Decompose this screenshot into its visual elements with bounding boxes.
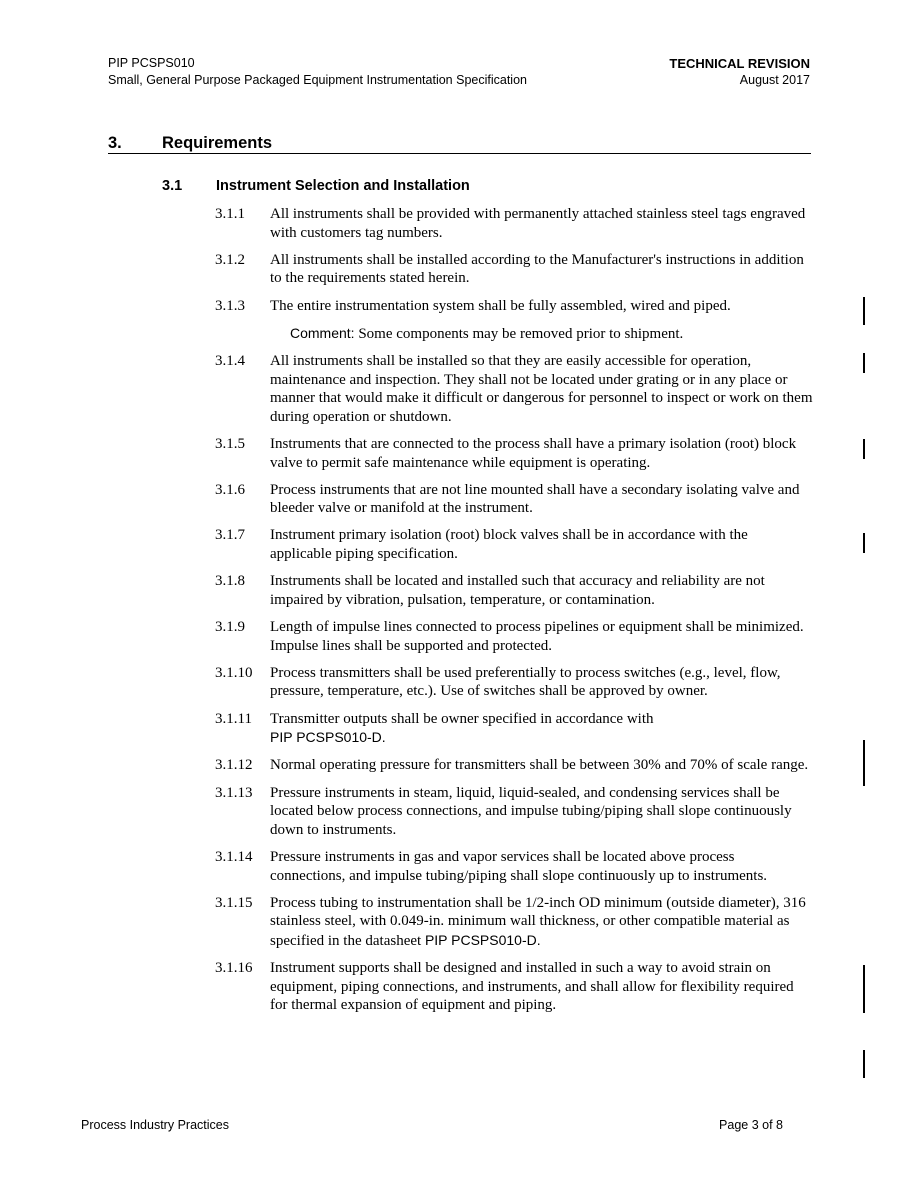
- item-text: Process instruments that are not line mounted shall have a secondary isolating valve and bleeder valve or manifold at the instrument.: [270, 481, 800, 517]
- item-number: 3.1.5: [215, 435, 245, 452]
- revision-bar: [863, 439, 865, 459]
- revision-bar: [863, 533, 865, 553]
- item-number: 3.1.15: [215, 894, 253, 911]
- requirement-item: [215, 297, 813, 316]
- requirement-item: [215, 205, 813, 242]
- footer-page-number: Page 3 of 8: [719, 1118, 783, 1132]
- reference-punctuation: .: [536, 931, 541, 948]
- item-text: The entire instrumentation system shall be fully assembled, wired and piped.: [270, 297, 731, 314]
- reference-punctuation: .: [381, 729, 386, 746]
- item-number: 3.1.2: [215, 251, 245, 268]
- section-heading: [108, 133, 811, 154]
- comment-label: Comment:: [290, 324, 355, 341]
- subsection-title: Instrument Selection and Installation: [216, 178, 470, 194]
- requirement-item: [215, 784, 813, 840]
- comment-note: [215, 324, 813, 344]
- item-text: Process transmitters shall be used preferentially to process switches (e.g., level, flow, pressure, temperature, etc.). Use of switches shall be approved by owner.: [270, 664, 781, 700]
- section-number: 3.: [108, 134, 122, 152]
- revision-bar: [863, 1050, 865, 1078]
- item-text: Normal operating pressure for transmitters shall be between 30% and 70% of scale range.: [270, 757, 809, 774]
- requirement-item: [215, 352, 813, 426]
- requirement-item: [215, 481, 813, 518]
- item-number: 3.1.10: [215, 664, 253, 681]
- item-number: 3.1.7: [215, 527, 245, 544]
- section-title: Requirements: [162, 134, 273, 152]
- page-header-right: [669, 55, 810, 89]
- subsection-number: 3.1: [162, 178, 183, 194]
- item-number: 3.1.12: [215, 757, 253, 774]
- item-number: 3.1.1: [215, 206, 245, 222]
- item-text: Instrument primary isolation (root) block valves shall be in accordance with the applicable piping specification.: [270, 527, 748, 563]
- requirement-item: [215, 435, 813, 472]
- item-number: 3.1.4: [215, 352, 245, 369]
- item-text: Pressure instruments in gas and vapor services shall be located above process connections, and impulse tubing/piping shall slope continuously up to instruments.: [270, 848, 768, 884]
- item-number: 3.1.6: [215, 481, 245, 498]
- item-text: All instruments shall be provided with permanently attached stainless steel tags engraved with customers tag numbers.: [270, 206, 806, 241]
- requirement-item: [215, 710, 813, 748]
- document-title: Small, General Purpose Packaged Equipment Instrumentation Specification: [108, 73, 527, 87]
- item-number: 3.1.9: [215, 619, 245, 636]
- requirement-item: [215, 572, 813, 609]
- revision-label: TECHNICAL REVISION: [669, 56, 810, 71]
- revision-bar: [863, 965, 865, 1013]
- item-text: All instruments shall be installed according to the Manufacturer's instructions in addition to the requirements stated herein.: [270, 251, 804, 287]
- requirement-item: [215, 959, 813, 1015]
- item-number: 3.1.16: [215, 960, 253, 977]
- item-number: 3.1.8: [215, 573, 245, 590]
- requirement-item: [215, 756, 813, 775]
- item-text: Transmitter outputs shall be owner specified in accordance with: [270, 710, 654, 727]
- item-text: Instruments shall be located and installed such that accuracy and reliability are not impaired by vibration, pulsation, temperature, or contamination.: [270, 573, 765, 608]
- revision-date: August 2017: [739, 73, 810, 87]
- requirements-list: [215, 205, 813, 1023]
- item-text: Instruments that are connected to the process shall have a primary isolation (root) block valve to permit safe maintenance while equipment is operating.: [270, 435, 797, 471]
- revision-bar: [863, 297, 865, 325]
- item-number: 3.1.14: [215, 848, 253, 865]
- requirement-item: [215, 251, 813, 288]
- footer-publisher: Process Industry Practices: [81, 1118, 229, 1132]
- document-reference: PIP PCSPS010-D: [270, 729, 382, 746]
- requirement-item: [215, 664, 813, 701]
- document-id: PIP PCSPS010: [108, 56, 195, 70]
- revision-bar: [863, 740, 865, 786]
- document-reference: PIP PCSPS010-D: [424, 931, 537, 948]
- requirement-item: [215, 894, 813, 951]
- item-text: Pressure instruments in steam, liquid, liquid-sealed, and condensing services shall be located below process connections, and impulse tubing/piping shall slope continuously down to instruments.: [270, 784, 792, 838]
- subsection-heading: [162, 177, 470, 195]
- item-text: Length of impulse lines connected to process pipelines or equipment shall be minimized. Impulse lines shall be supported and protected.: [270, 619, 804, 654]
- item-text: Process tubing to instrumentation shall be 1/2-inch OD minimum (outside diameter), 316 stainless steel, with 0.049-in. minimum wall thickness, or other compatible material as specified in the datasheet: [270, 894, 806, 949]
- item-number: 3.1.11: [215, 710, 252, 727]
- comment-text: Some components may be removed prior to shipment.: [354, 325, 684, 342]
- item-number: 3.1.3: [215, 297, 245, 314]
- requirement-item: [215, 618, 813, 655]
- requirement-item: [215, 848, 813, 885]
- requirement-item: [215, 526, 813, 563]
- item-text: All instruments shall be installed so that they are easily accessible for operation, maintenance and inspection. They shall not be located under grating or in any place or manner that would make it difficult or dangerous for personnel to inspect or work on them during operation or shutdown.: [270, 352, 813, 425]
- revision-bar: [863, 353, 865, 373]
- page-header-left: [108, 55, 527, 89]
- item-text: Instrument supports shall be designed and installed in such a way to avoid strain on equipment, piping connections, and instruments, and shall allow for flexibility required for thermal expansion of equipment and piping.: [270, 960, 794, 1014]
- item-number: 3.1.13: [215, 784, 253, 801]
